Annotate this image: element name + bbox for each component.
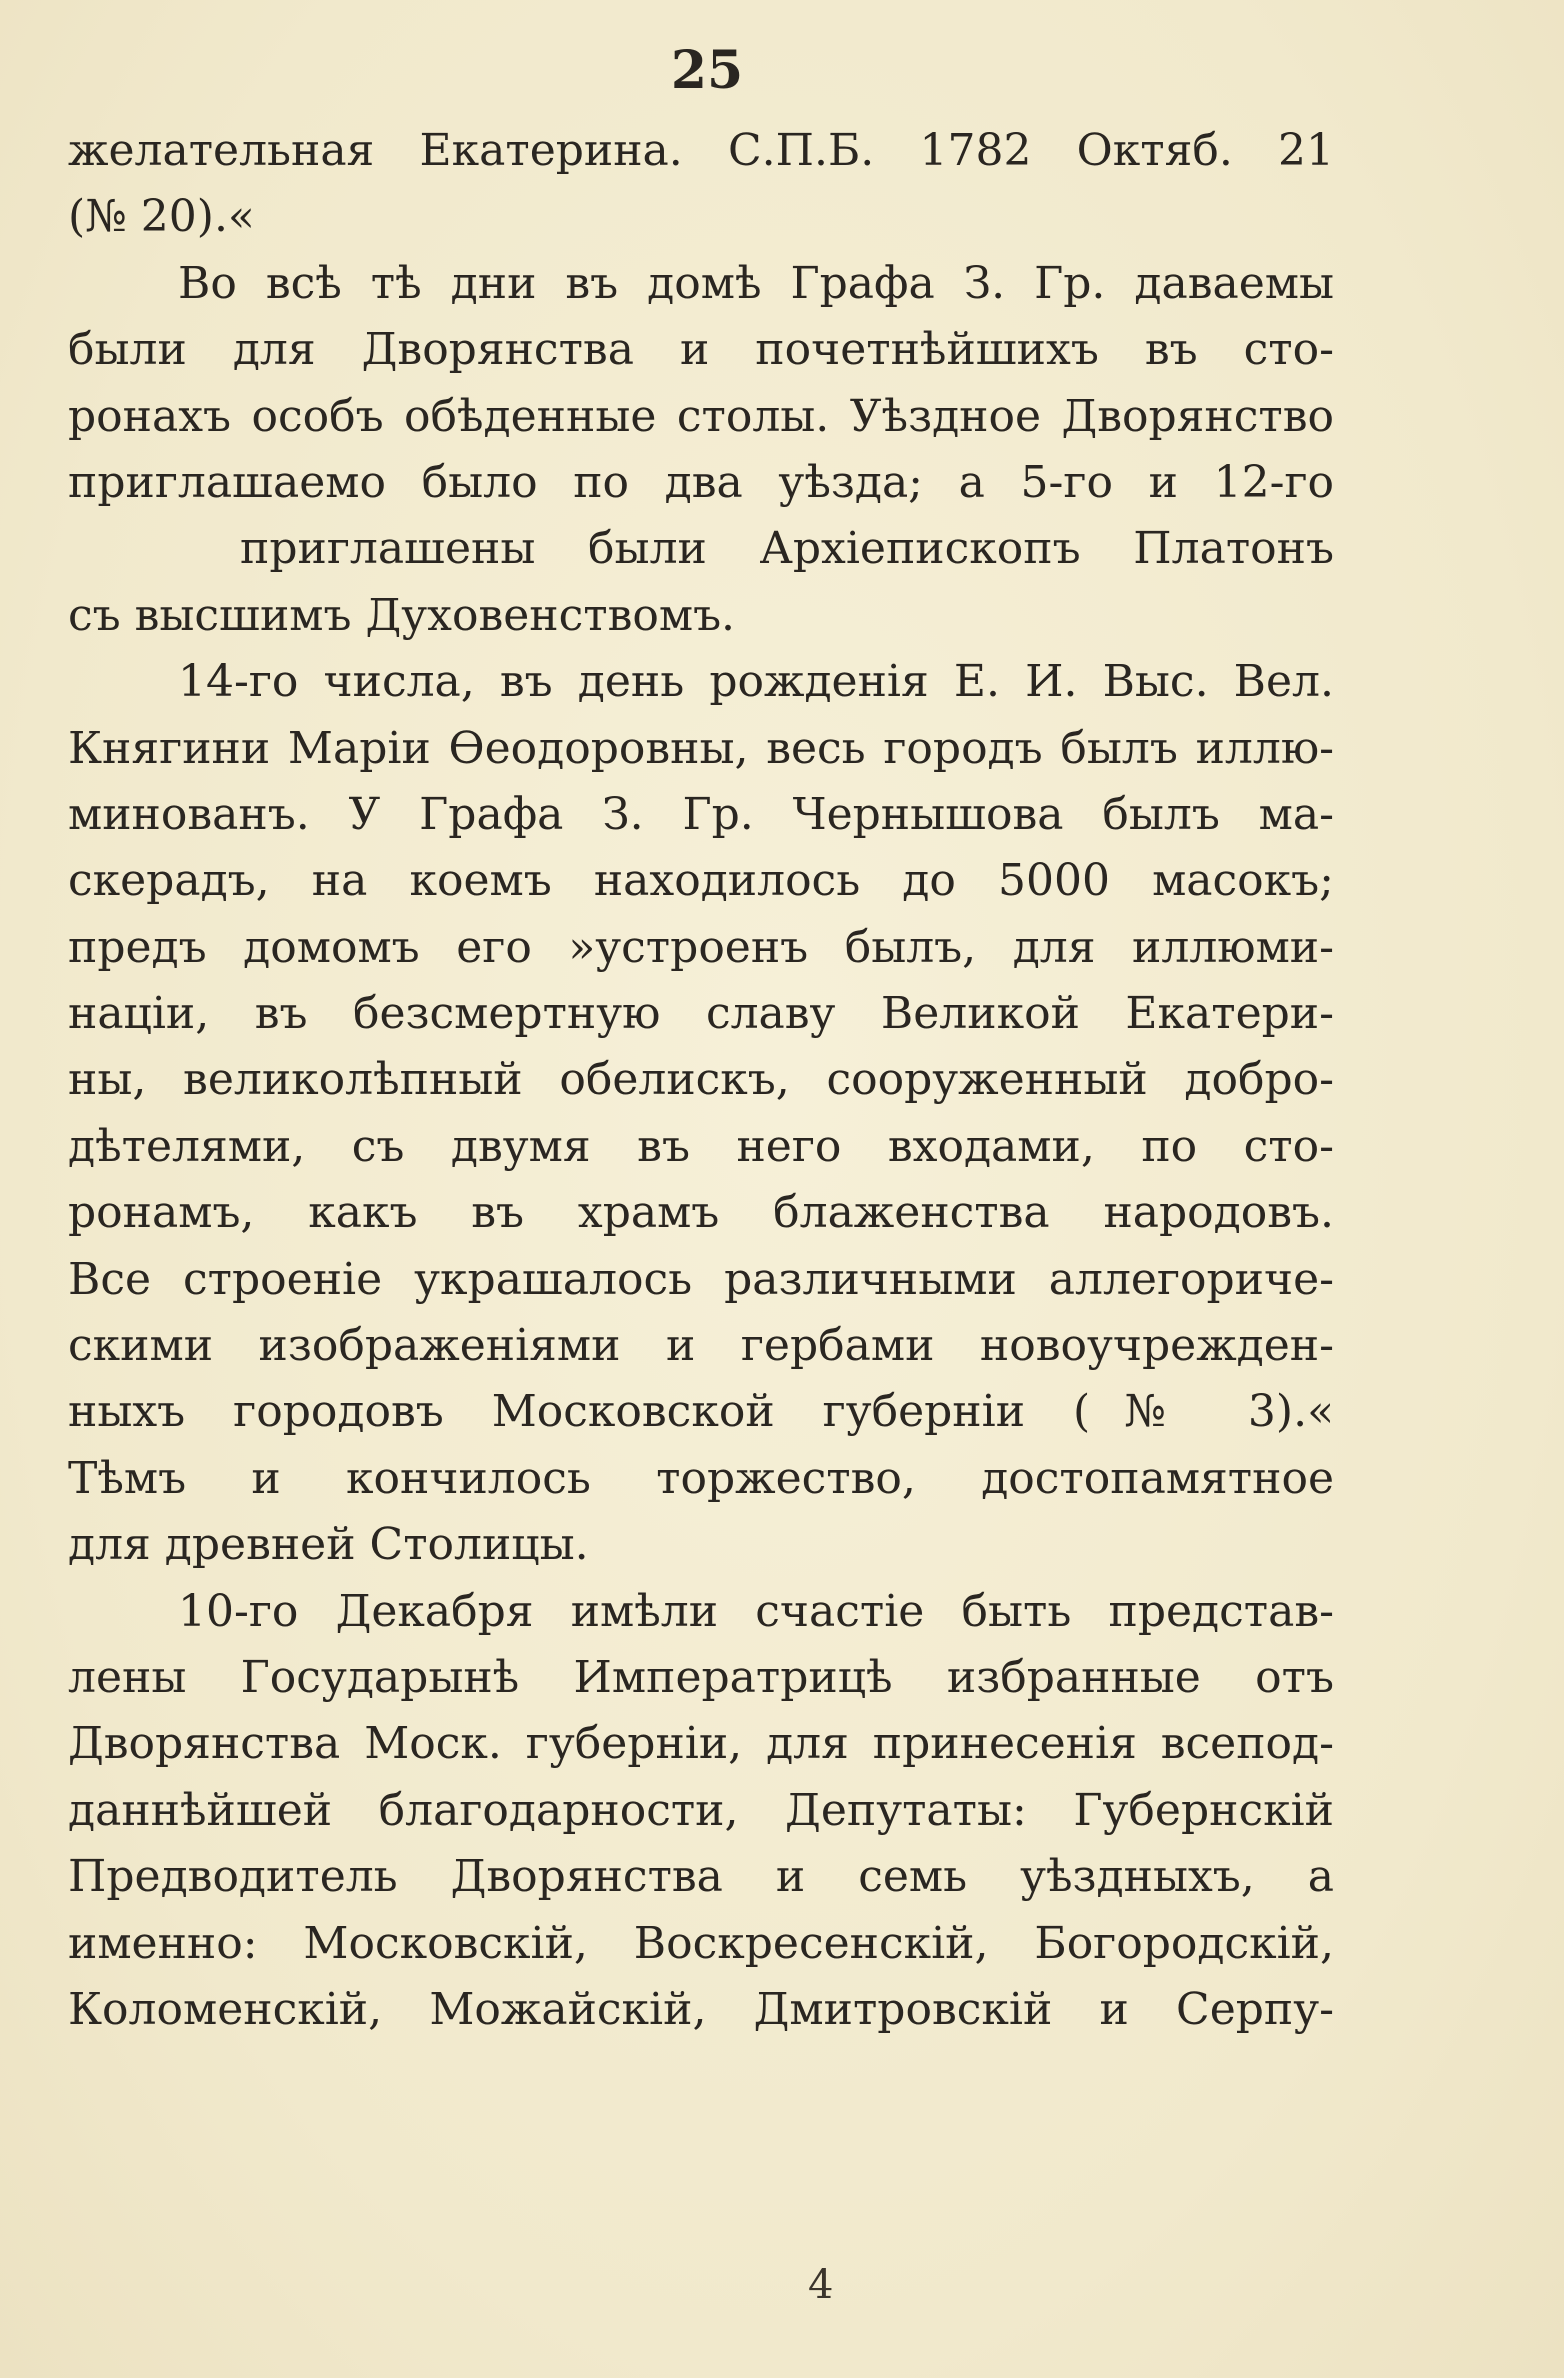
- text-line: 10-го Декабря имѣли счастіе быть представ-: [178, 1585, 1334, 1637]
- text-line: Тѣмъ и кончилось торжество, достопамятное: [68, 1452, 1334, 1504]
- page-number: 25: [670, 40, 744, 101]
- text-line: скерадъ, на коемъ находилось до 5000 масокъ;: [68, 855, 1334, 907]
- text-line: Во всѣ тѣ дни въ домѣ Графа З. Гр. даваемы: [178, 257, 1334, 309]
- text-line: ронамъ, какъ въ храмъ блаженства народовъ.: [68, 1187, 1334, 1239]
- text-line: минованъ. У Графа З. Гр. Чернышова былъ ма-: [68, 788, 1334, 840]
- text-line: лены Государынѣ Императрицѣ избранные отъ: [68, 1651, 1334, 1703]
- text-line: Княгини Маріи Ѳеодоровны, весь городъ былъ иллю-: [68, 722, 1334, 774]
- text-line: Дворянства Моск. губерніи, для принесенія всепод-: [68, 1718, 1334, 1770]
- text-line: были для Дворянства и почетнѣйшихъ въ сто-: [68, 324, 1334, 376]
- text-line: Предводитель Дворянства и семь уѣздныхъ, а: [68, 1851, 1334, 1903]
- text-line: приглашены были Архіепископъ Платонъ: [240, 523, 1334, 575]
- text-line: скими изображеніями и гербами новоучрежден-: [68, 1320, 1334, 1372]
- text-line: желательная Екатерина. С.П.Б. 1782 Октяб. 21: [68, 125, 1334, 176]
- text-line: съ высшимъ Духовенствомъ.: [68, 589, 736, 641]
- text-line: націи, въ безсмертную славу Великой Екатери-: [68, 988, 1334, 1040]
- text-line: ронахъ особъ обѣденные столы. Уѣздное Дворянство: [68, 390, 1334, 442]
- text-line: Коломенскій, Можайскій, Дмитровскій и Серпу-: [68, 1983, 1334, 2035]
- paragraph: [68, 251, 1334, 649]
- text-line: 14-го числа, въ день рожденія Е. И. Выс. Вел.: [178, 656, 1334, 708]
- paragraph: [68, 1579, 1334, 2044]
- text-line: дѣтелями, съ двумя въ него входами, по сто-: [68, 1120, 1334, 1172]
- text-line: именно: Московскій, Воскресенскій, Богородскій,: [68, 1917, 1334, 1969]
- text-line: ны, великолѣпный обелискъ, сооруженный добро-: [68, 1054, 1334, 1106]
- text-line: Все строеніе украшалось различными аллегориче-: [68, 1253, 1334, 1305]
- text-line: приглашаемо было по два уѣзда; а 5-го и 12-го: [68, 456, 1334, 508]
- text-line: для древней Столицы.: [68, 1519, 589, 1571]
- text-line: даннѣйшей благодарности, Депутаты: Губернскій: [68, 1784, 1334, 1836]
- paragraph: [68, 118, 1334, 251]
- text-line: (№ 20).«: [68, 191, 255, 243]
- body-text: [68, 118, 1334, 2043]
- text-line: предъ домомъ его »устроенъ былъ, для иллюми-: [68, 921, 1334, 973]
- signature-mark: 4: [808, 2262, 834, 2308]
- text-line: ныхъ городовъ Московской губерніи (№ 3).«: [68, 1386, 1334, 1438]
- paragraph: [68, 649, 1334, 1578]
